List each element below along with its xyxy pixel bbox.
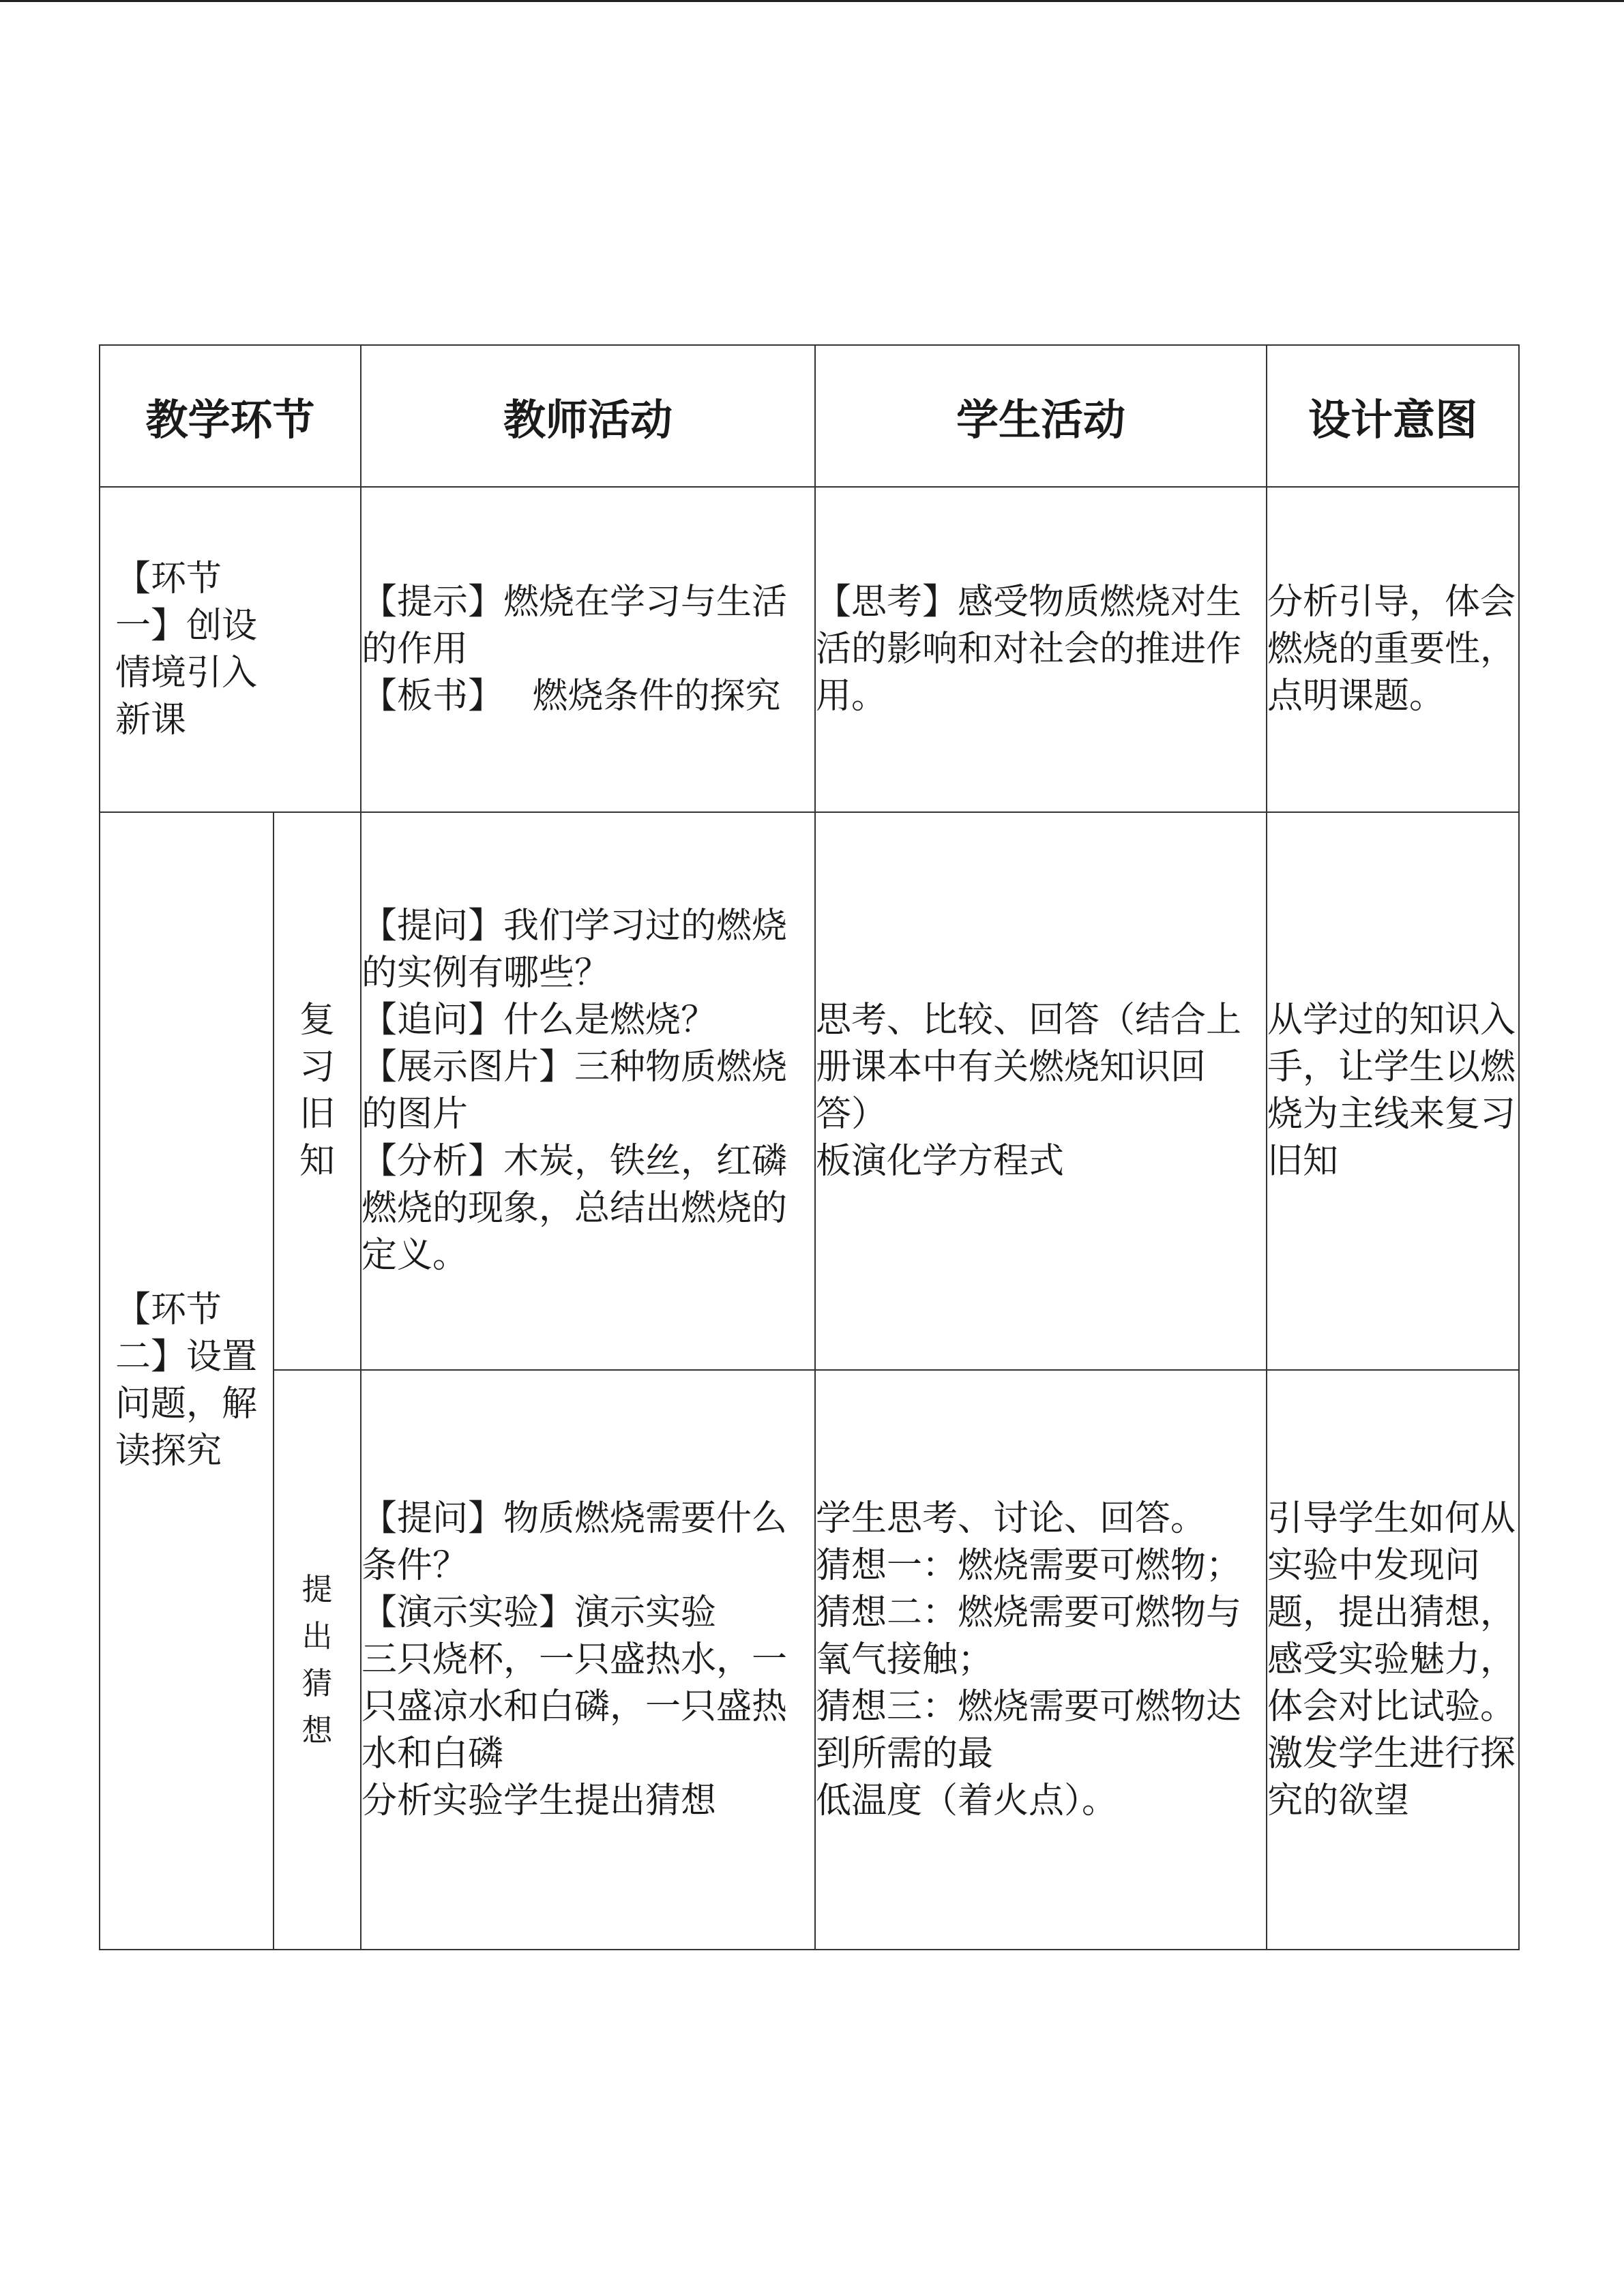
- section1-intent-cell: 分析引导，体会燃烧的重要性，点明课题。: [1267, 487, 1519, 812]
- section1-student-cell: 【思考】感受物质燃烧对生活的影响和对社会的推进作用。: [815, 487, 1267, 812]
- table-row-section1: [100, 487, 1519, 812]
- section2-part2-sub-cell: [274, 1370, 361, 1950]
- table-row-section2-part2: [100, 1370, 1519, 1950]
- section1-teacher-cell: 【提示】燃烧在学习与生活的作用 【板书】 燃烧条件的探究: [361, 487, 815, 812]
- section1-stage: 【环节一】创设情境引入新课: [115, 558, 258, 741]
- section2-part1-intent-cell: 从学过的知识入手，让学生以燃烧为主线来复习旧知: [1267, 812, 1519, 1370]
- section2-stage: 【环节二】设置问题，解读探究: [115, 1289, 258, 1472]
- section2-part1-student-cell: 思考、比较、回答（结合上册课本中有关燃烧知识回答） 板演化学方程式: [815, 812, 1267, 1370]
- section2-part2-intent-cell: 引导学生如何从实验中发现问题，提出猜想，感受实验魅力，体会对比试验。 激发学生进行探究的欲望: [1267, 1370, 1519, 1950]
- header-teacher-activity: 教师活动: [361, 345, 815, 487]
- section2-part1-sub-cell: [274, 812, 361, 1370]
- section2-part1-teacher-cell: 【提问】我们学习过的燃烧的实例有哪些？ 【追问】什么是燃烧？ 【展示图片】三种物质燃烧的图片 【分析】木炭，铁丝，红磷燃烧的现象，总结出燃烧的定义。: [361, 812, 815, 1370]
- page-top-border: [0, 0, 1624, 2]
- lesson-plan-table: [99, 344, 1520, 1950]
- section2-part2-sub: 提出猜想: [301, 1571, 333, 1748]
- section2-stage-cell: [100, 812, 274, 1950]
- section1-stage-cell: [100, 487, 361, 812]
- header-stage: 教学环节: [100, 345, 361, 487]
- section2-part2-student-cell: 学生思考、讨论、回答。 猜想一：燃烧需要可燃物； 猜想二：燃烧需要可燃物与氧气接触； 猜想三：燃烧需要可燃物达到所需的最 低温度（着火点）。: [815, 1370, 1267, 1950]
- section2-part2-teacher-cell: 【提问】物质燃烧需要什么条件？ 【演示实验】演示实验 三只烧杯，一只盛热水，一只盛凉水和白磷，一只盛热水和白磷 分析实验学生提出猜想: [361, 1370, 815, 1950]
- header-design-intent: 设计意图: [1267, 345, 1519, 487]
- header-student-activity: 学生活动: [815, 345, 1267, 487]
- section2-part1-sub: 复习旧知: [299, 1000, 336, 1182]
- header-row: [100, 345, 1519, 487]
- table-row-section2-part1: [100, 812, 1519, 1370]
